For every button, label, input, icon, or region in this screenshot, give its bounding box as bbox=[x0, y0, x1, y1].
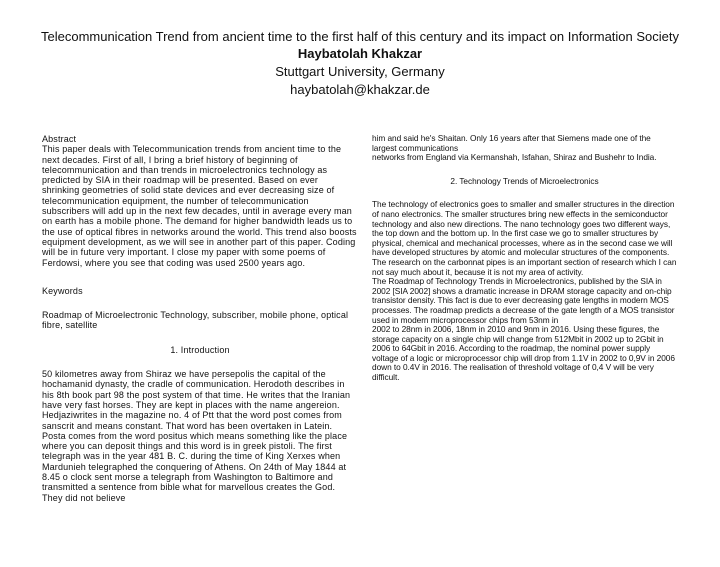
section-2-paragraph-3: 2002 to 28nm in 2006, 18nm in 2010 and 9nm in 2016. Using these figures, the storage capacity on a single chip will change from 512Mbit in 2002 up to 2Gbit in 2006 to 64Gbit in 2016. According to the roadmap, the nominal power supply voltage of a logic or microprocessor chip will drop from 1.1V in 2002 to 0,9V in 2006 down to 0.4V in 2016. The realisation of threshold voltage of 0,4 V will be very difficult. bbox=[372, 324, 675, 383]
introduction-heading: 1. Introduction bbox=[170, 344, 230, 355]
author-email: haybatolah@khakzar.de bbox=[290, 82, 430, 97]
continued-paragraph: him and said he's Shaitan. Only 16 years after that Siemens made one of the largest communications bbox=[372, 133, 651, 153]
author-affiliation: Stuttgart University, Germany bbox=[275, 64, 445, 79]
left-column bbox=[42, 134, 358, 503]
abstract-heading: Abstract bbox=[42, 134, 77, 144]
continued-paragraph-2: networks from England via Kermanshah, Isfahan, Shiraz and Bushehr to India. bbox=[372, 152, 657, 163]
right-column bbox=[372, 134, 677, 383]
section-2-paragraph-2: The Roadmap of Technology Trends in Microelectronics, published by the SIA in 2002 [SIA 2002] shows a dramatic increase in DRAM storage capacity and on-chip transistor density. This fact is due to ever decreasing gate lengths in modern MOS processes. The roadmap predicts a decrease of the gate length of a MOS transistor used in modern microprocessor chips from 53nm in bbox=[372, 276, 675, 325]
introduction-text: 50 kilometres away from Shiraz we have persepolis the capital of the hochamanid dynasty, the cradle of communication. Herodoth describes in his 8th book part 98 the post system of that time. He writes that the Iranian have very fast horses. They are kept in places with the name angereion. Hedjaziwrites in the magazine no. 4 of Ptt that the word post comes from sanscrit and means constant. That word has been overtaken in Latein. Posta comes from the word positus which means something like the place where you can deposit things and this word is in greek pistoli. The first telegraph was in the year 481 B. C. during the time of King Xerxes when Mardunieh telegraphed the conquering of Athens. On 24th of May 1844 at 8.45 o clock sent morse a telegraph from Washington to Baltimore and transmitted a sentence from bible what for marvellous creates the God. They did not believe bbox=[42, 369, 351, 503]
author-name: Haybatolah Khakzar bbox=[297, 46, 423, 61]
paper-title: Telecommunication Trend from ancient time to the first half of this century and its impact on Information Society bbox=[40, 29, 679, 44]
keywords-text: Roadmap of Microelectronic Technology, subscriber, mobile phone, optical fibre, satellite bbox=[42, 310, 349, 331]
section-2-heading: 2. Technology Trends of Microelectronics bbox=[450, 175, 599, 186]
abstract-text: This paper deals with Telecommunication trends from ancient time to the next decades. First of all, I bring a brief history of beginning of telecommunication and than trends in microelectronics technology as predicted by SIA in their roadmap will be presented. Based on ever shrinking geometries of solid state devices and ever decreasing size of telecommunication equipment, the number of telecommunication subscribers will add up in the next few decades, until in average every man on earth has a mobile phone. The demand for higher bandwidth leads us to the use of optical fibres in networks around the world. This trend also boosts equipment development, as we will see in another part of this paper. Coding will be in future very important. I close my paper with some poems of Ferdowsi, where you see that coding was used 2500 years ago. bbox=[42, 144, 357, 268]
paper-header bbox=[40, 28, 680, 99]
section-2-paragraph-1: The technology of electronics goes to smaller and smaller structures in the direction of nano electronics. The smaller structures bring new effects in the semiconductor technology and also new directions. The nano technology goes two different ways, the top down and the bottom up. In the first case we go to smaller structures by physical, chemical and mechanical processes, where as in the second case we will have developed structures by atomic and molecular structures of the components. The research on the carbonnat pipes is an important section of research which I can not say much about it, because it is not my area of activity. bbox=[372, 199, 677, 277]
keywords-heading: Keywords bbox=[42, 285, 83, 296]
